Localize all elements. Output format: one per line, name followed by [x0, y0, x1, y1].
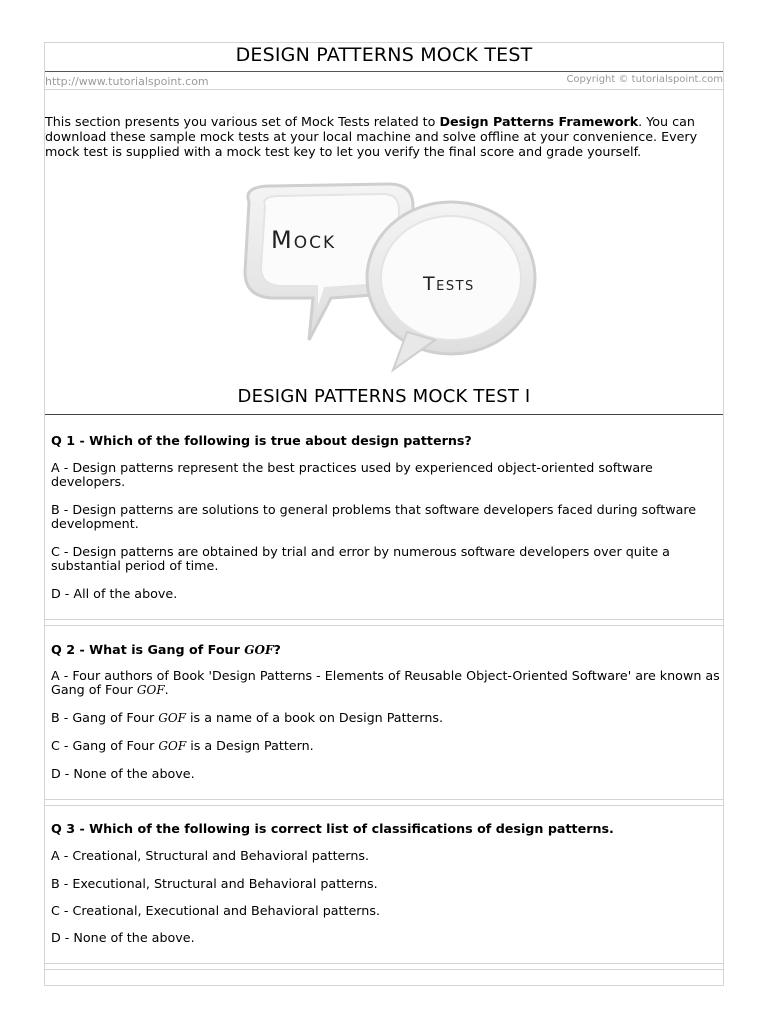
question-text-start: Q 2 - What is Gang of Four — [51, 642, 245, 657]
question-separator — [45, 969, 723, 970]
option-c — [51, 739, 721, 753]
question-block-1 — [45, 415, 723, 620]
intro-bold-term: Design Patterns Framework — [439, 114, 639, 129]
question-block-2 — [45, 625, 723, 800]
gof-abbreviation: GOF — [136, 683, 165, 697]
option-c-text-start: C - Gang of Four — [51, 738, 159, 753]
option-a: A - Creational, Structural and Behavioral patterns. — [51, 848, 370, 863]
option-a: A - Design patterns represent the best practices used by experienced object-oriented software developers. — [51, 460, 653, 489]
option-a — [51, 669, 721, 697]
logo-word-mock: Mock — [271, 226, 337, 254]
option-a-text-end: . — [164, 682, 169, 697]
header-divider — [45, 89, 723, 90]
option-d: D - All of the above. — [51, 586, 178, 601]
option-c-text-end: is a Design Pattern. — [186, 738, 314, 753]
option-b — [51, 711, 721, 725]
question-text: Q 1 - Which of the following is true about design patterns? — [51, 433, 472, 448]
gof-abbreviation: GOF — [158, 711, 186, 725]
option-d: D - None of the above. — [51, 766, 195, 781]
option-b: B - Design patterns are solutions to general problems that software developers faced during software development. — [51, 502, 697, 531]
question-text — [51, 642, 281, 657]
document-title: DESIGN PATTERNS MOCK TEST — [235, 44, 533, 66]
title-rule — [45, 71, 723, 72]
option-c: C - Design patterns are obtained by trial and error by numerous software developers over quite a substantial period of time. — [51, 544, 670, 573]
site-url[interactable]: http://www.tutorialspoint.com — [45, 75, 209, 88]
option-a-text-start: A - Four authors of Book 'Design Patterns - Elements of Reusable Object-Oriented Software' are known as Gang of Four — [51, 668, 720, 697]
option-b-text-start: B - Gang of Four — [51, 710, 159, 725]
document-page — [44, 42, 724, 986]
gof-abbreviation: GOF — [158, 739, 187, 753]
option-b-text-end: is a name of a book on Design Patterns. — [186, 710, 444, 725]
question-text-end: ? — [273, 642, 281, 657]
option-c: C - Creational, Executional and Behavioral patterns. — [51, 903, 380, 918]
intro-text-end: . You can download these sample mock tests at your local machine and solve offline at your convenience. Every mock test is supplied with a mock test key to let you verify the final score and grade yourself. — [45, 114, 698, 159]
mock-tests-logo — [231, 180, 541, 380]
question-text: Q 3 - Which of the following is correct list of classifications of design patterns. — [51, 821, 614, 836]
intro-paragraph — [45, 114, 723, 159]
option-d: D - None of the above. — [51, 930, 195, 945]
gof-abbreviation: GOF — [244, 643, 274, 657]
option-b: B - Executional, Structural and Behavioral patterns. — [51, 876, 378, 891]
section-title: DESIGN PATTERNS MOCK TEST I — [237, 386, 531, 407]
question-block-3 — [45, 805, 723, 964]
logo-word-tests: Tests — [423, 273, 475, 295]
intro-text-start: This section presents you various set of Mock Tests related to — [45, 114, 440, 129]
copyright-notice: Copyright © tutorialspoint.com — [566, 74, 723, 85]
